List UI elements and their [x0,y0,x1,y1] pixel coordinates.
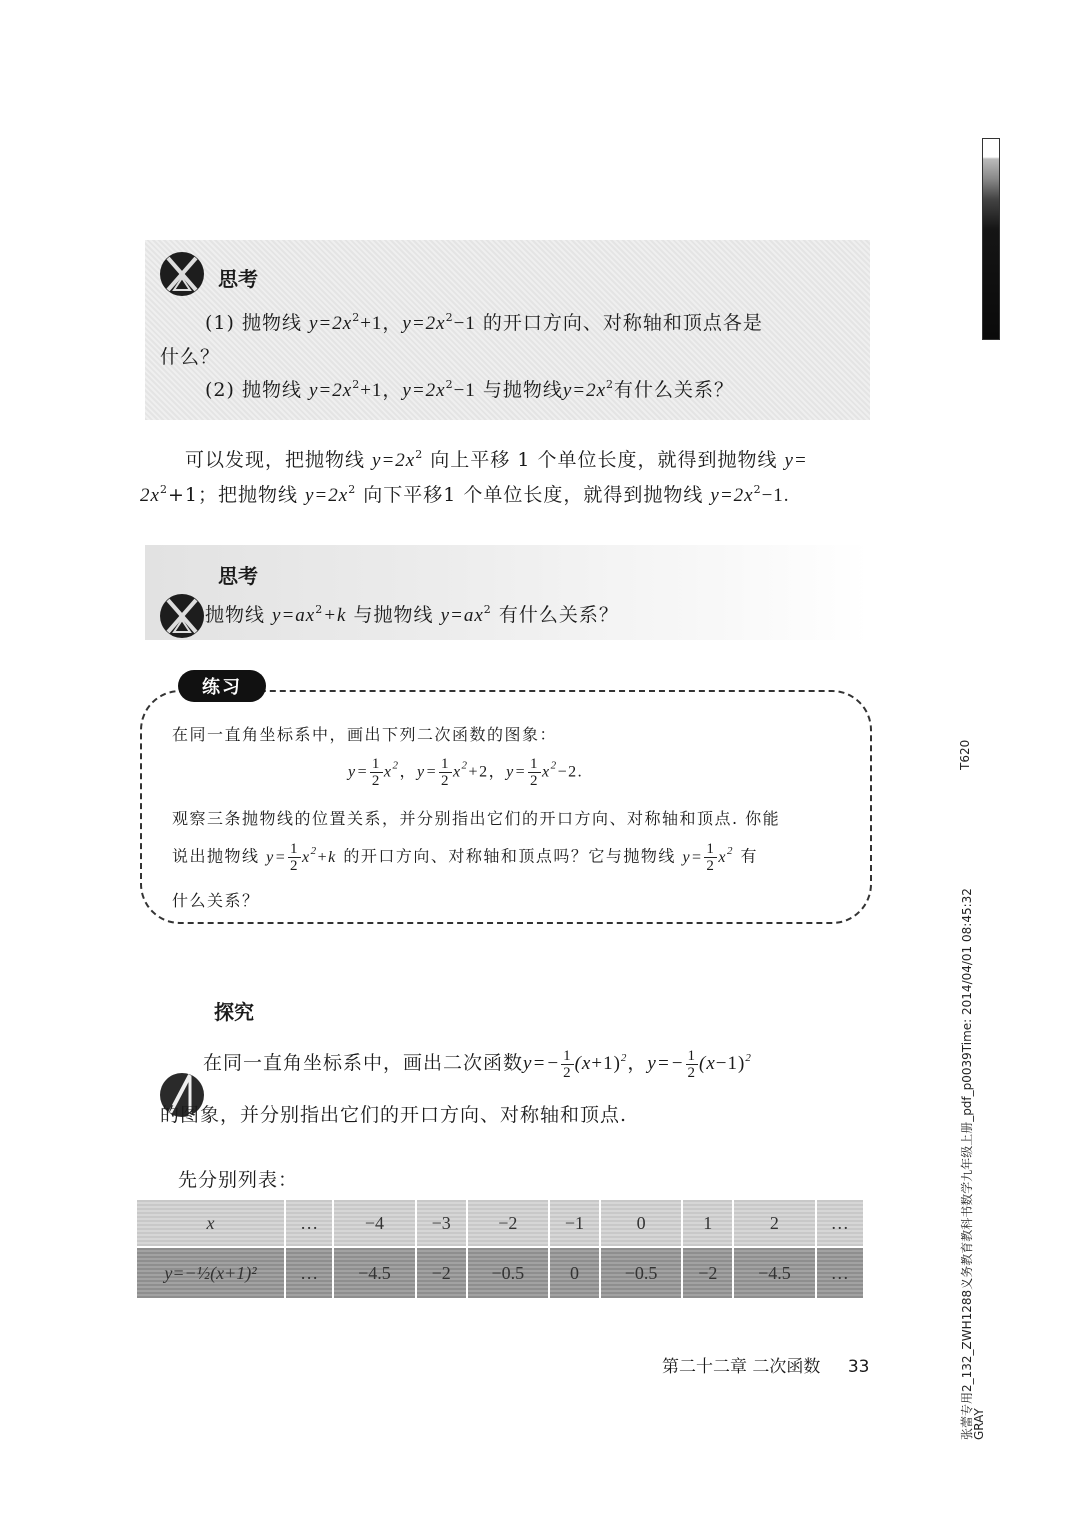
explore-line-2: 的图象，并分别指出它们的开口方向、对称轴和顶点. [160,1104,628,1126]
table-cell: −0.5 [601,1248,681,1298]
page-number: 33 [847,1357,870,1377]
page-footer [662,1352,869,1377]
table-header-x: x [137,1200,284,1248]
think-question-2: (2) 抛物线 $y=2x^2+1$，$y=2x^2-1$ 与抛物线$y=2x^2$有什么关系？ [205,378,735,401]
think-question-1-line-2: 什么？ [160,346,221,368]
explore-title: 探究 [214,1000,254,1024]
paragraph-line-1: 可以发现，把抛物线 $y=2x^2$ 向上平移 1 个单位长度，就得到抛物线 y= [185,448,808,471]
practice-line-5: 什么关系？ [172,891,260,910]
side-gray-label: GRAY [972,1408,986,1440]
table-cell: … [817,1248,863,1298]
think-hourglass-icon [160,594,204,638]
think-question-1-line-1: (1) 抛物线 $y=2x^2+1$，$y=2x^2-1$ 的开口方向、对称轴和顶点各是 [205,311,763,334]
table-row-y [137,1248,863,1298]
table-intro: 先分别列表： [178,1169,299,1191]
table-cell: −4.5 [734,1248,814,1298]
table-cell: 2 [734,1200,814,1248]
think-title-2: 思考 [218,564,258,588]
table-cell: … [286,1248,332,1298]
table-cell: … [817,1200,863,1248]
grayscale-calibration-strip [982,138,1000,340]
table-cell: −0.5 [468,1248,548,1298]
table-cell: −1 [550,1200,599,1248]
explore-line-1: 在同一直角坐标系中，画出二次函数y=− $\frac{1}{2}$ $(x+1)^2$，y=− $\frac{1}{2}$ $(x-1)^2$ [203,1047,752,1081]
practice-equations: y= $\frac{1}{2}$ $x^2$，y= $\frac{1}{2}$ $x^2+2$，y= $\frac{1}{2}$ $x^2-2$. [348,756,584,789]
think-question-3: 抛物线 $y=ax^2+k$ 与抛物线 $y=ax^2$ 有什么关系？ [205,603,619,626]
table-cell: −2 [417,1248,466,1298]
practice-line-3: 观察三条抛物线的位置关系，并分别指出它们的开口方向、对称轴和顶点. 你能 [172,809,781,828]
think-title-1: 思考 [218,267,258,291]
paragraph-line-2: $2x^2+1$；把抛物线 $y=2x^2$ 向下平移1 个单位长度，就得到抛物线 $y=2x^2-1$. [140,483,790,506]
table-cell: −3 [417,1200,466,1248]
side-file-info: 张蕾专用2_132_ZWH1288义务教育教科书数学九年级上册_pdf_p0039Time: 2014/04/01 08:45:32 [960,888,974,1440]
think-hourglass-icon [160,252,204,296]
table-cell: 1 [683,1200,732,1248]
table-cell: −4 [334,1200,414,1248]
value-table [135,1200,865,1298]
chapter-title: 第二十二章 二次函数 [662,1357,821,1377]
practice-line-4: 说出抛物线 y= $\frac{1}{2}$ $x^2+k$ 的开口方向、对称轴和顶点吗？它与抛物线 y= $\frac{1}{2}$ $x^2$ 有 [172,841,759,874]
side-code: T620 [958,739,972,770]
practice-line-1: 在同一直角坐标系中，画出下列二次函数的图象： [172,725,558,744]
table-row-x [137,1200,863,1248]
table-cell: … [286,1200,332,1248]
table-cell: −2 [468,1200,548,1248]
table-cell: 0 [550,1248,599,1298]
table-cell: 0 [601,1200,681,1248]
table-cell: −2 [683,1248,732,1298]
table-cell: −4.5 [334,1248,414,1298]
table-header-y: y=−½(x+1)² [137,1248,284,1298]
practice-tab: 练习 [178,670,266,702]
